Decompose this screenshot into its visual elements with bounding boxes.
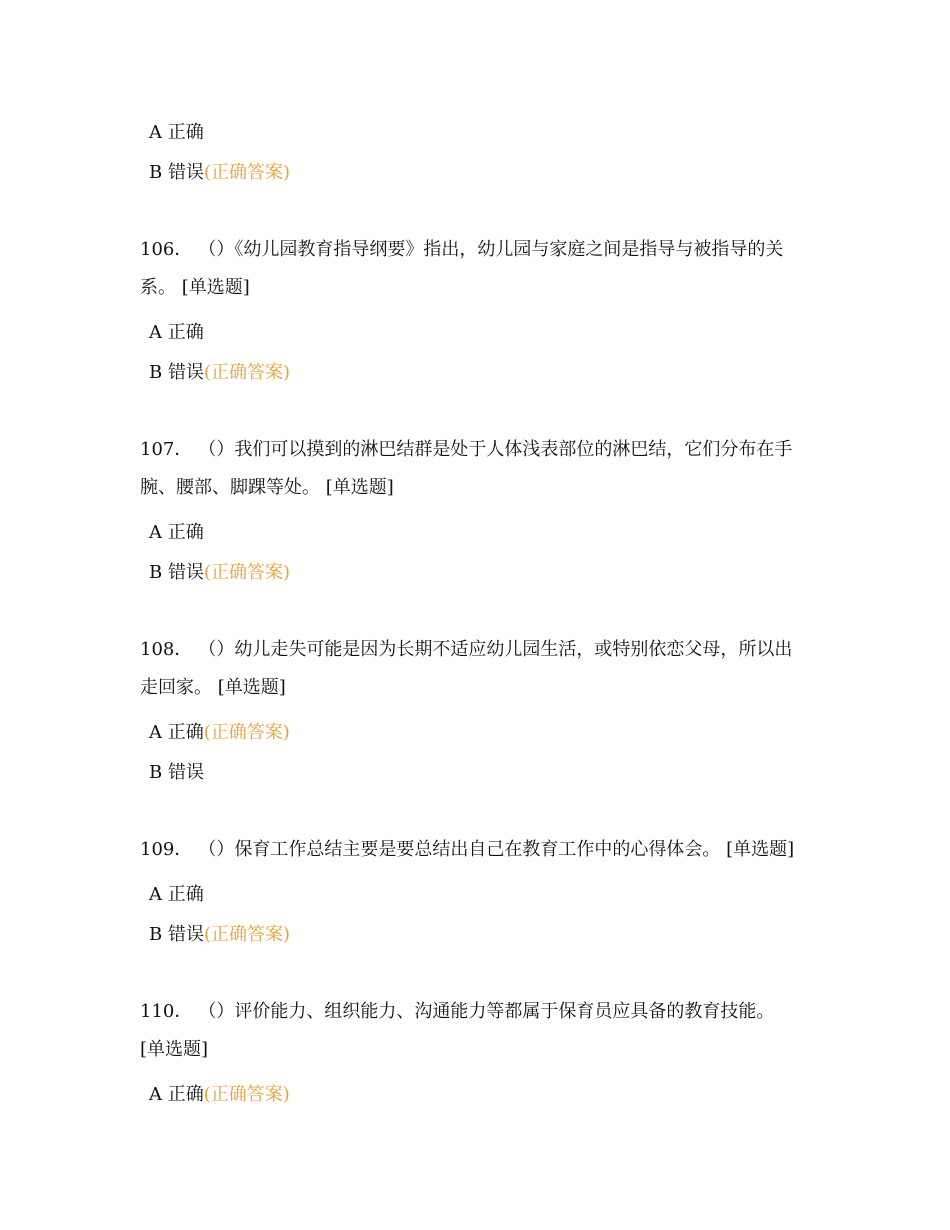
- option-b: [149, 562, 290, 584]
- question-text: 系。 [单选题]: [140, 277, 250, 298]
- option-b: [149, 362, 290, 384]
- question-number: 107．: [140, 439, 193, 460]
- question-number: 110．: [140, 1001, 193, 1022]
- option-a: [149, 1084, 290, 1106]
- correct-answer-marker: (正确答案): [203, 562, 290, 583]
- question-107-line-2: [140, 477, 394, 499]
- option-a: [149, 322, 204, 344]
- question-text: 走回家。 [单选题]: [140, 677, 286, 698]
- option-label: A 正确: [149, 522, 204, 543]
- question-text: 腕、腰部、脚踝等处。 [单选题]: [140, 477, 394, 498]
- correct-answer-marker: (正确答案): [203, 1084, 290, 1105]
- question-text: （）我们可以摸到的淋巴结群是处于人体浅表部位的淋巴结，它们分布在手: [198, 439, 793, 460]
- option-label: B 错误: [149, 762, 204, 783]
- option-a: [149, 884, 204, 906]
- question-number: 109．: [140, 839, 193, 860]
- option-a: [149, 122, 204, 144]
- option-label: A 正确: [149, 884, 204, 905]
- option-label: B 错误: [149, 362, 204, 383]
- question-106-line-1: [140, 239, 783, 261]
- question-108-line-1: [140, 639, 792, 661]
- option-a: [149, 722, 290, 744]
- question-number: 106．: [140, 239, 193, 260]
- option-label: A 正确: [149, 1084, 204, 1105]
- option-label: B 错误: [149, 162, 204, 183]
- question-text: （）保育工作总结主要是要总结出自己在教育工作中的心得体会。 [单选题]: [198, 839, 795, 860]
- correct-answer-marker: (正确答案): [203, 162, 290, 183]
- option-label: B 错误: [149, 562, 204, 583]
- question-108-line-2: [140, 677, 286, 699]
- option-b: [149, 762, 204, 784]
- option-b: [149, 162, 290, 184]
- question-110-line-1: [140, 1001, 774, 1023]
- option-b: [149, 924, 290, 946]
- question-text: （）评价能力、组织能力、沟通能力等都属于保育员应具备的教育技能。: [198, 1001, 775, 1022]
- question-107-line-1: [140, 439, 792, 461]
- correct-answer-marker: (正确答案): [203, 362, 290, 383]
- question-109-line-1: [140, 839, 794, 861]
- question-110-line-2: [140, 1039, 208, 1061]
- question-text: （）幼儿走失可能是因为长期不适应幼儿园生活，或特别依恋父母，所以出: [198, 639, 793, 660]
- option-label: A 正确: [149, 122, 204, 143]
- option-label: A 正确: [149, 722, 204, 743]
- option-label: B 错误: [149, 924, 204, 945]
- option-label: A 正确: [149, 322, 204, 343]
- question-number: 108．: [140, 639, 193, 660]
- question-text: [单选题]: [140, 1039, 209, 1060]
- correct-answer-marker: (正确答案): [203, 722, 290, 743]
- question-106-line-2: [140, 277, 250, 299]
- option-a: [149, 522, 204, 544]
- question-text: （）《幼儿园教育指导纲要》指出，幼儿园与家庭之间是指导与被指导的关: [198, 239, 784, 260]
- correct-answer-marker: (正确答案): [203, 924, 290, 945]
